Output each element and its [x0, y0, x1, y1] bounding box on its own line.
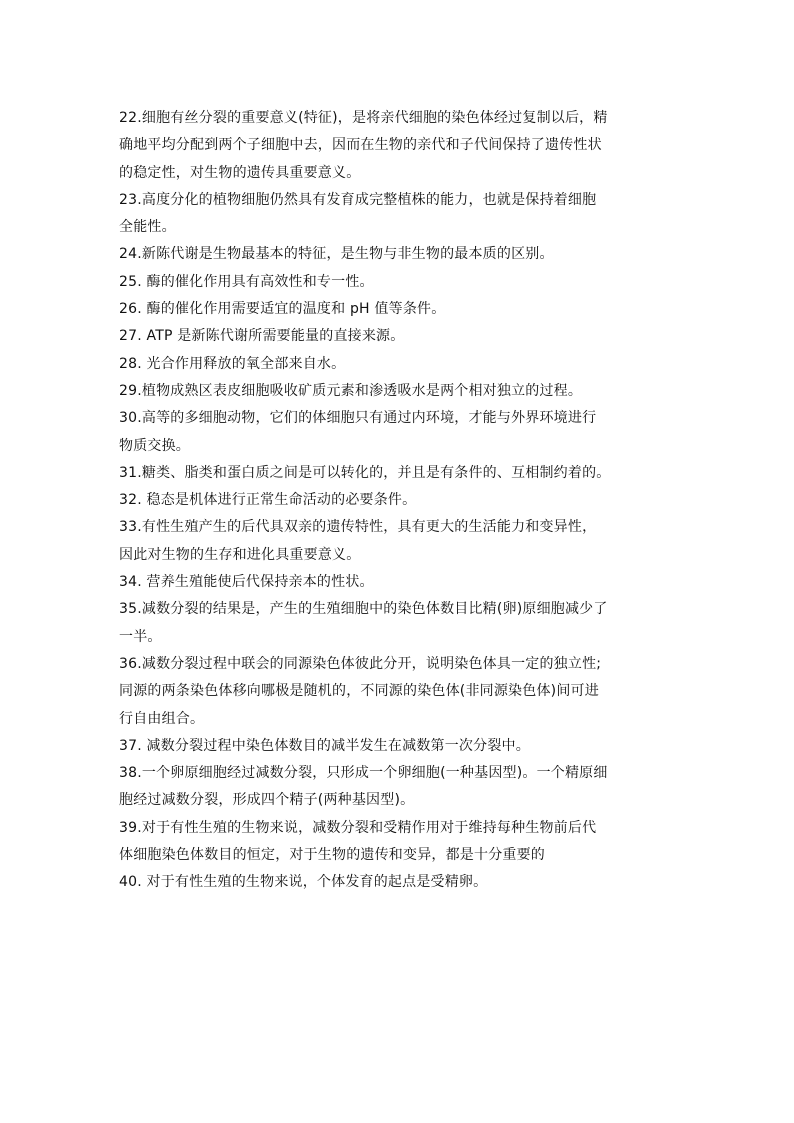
- text-line: 23.高度分化的植物细胞仍然具有发育成完整植株的能力，也就是保持着细胞: [119, 191, 597, 208]
- text-line: 24.新陈代谢是生物最基本的特征，是生物与非生物的最本质的区别。: [119, 246, 554, 263]
- text-line: 36.减数分裂过程中联会的同源染色体彼此分开，说明染色体具一定的独立性;: [119, 655, 602, 672]
- text-line: 35.减数分裂的结果是，产生的生殖细胞中的染色体数目比精(卵)原细胞减少了: [119, 601, 608, 618]
- text-line: 22.细胞有丝分裂的重要意义(特征)，是将亲代细胞的染色体经过复制以后，精: [119, 110, 608, 126]
- text-line: 因此对生物的生存和进化具重要意义。: [119, 546, 361, 563]
- text-line: 33.有性生殖产生的后代具双亲的遗传特性，具有更大的生活能力和变异性，: [119, 519, 597, 536]
- text-line: 一半。: [119, 628, 162, 645]
- text-line: 行自由组合。: [119, 710, 205, 727]
- text-line: 31.糖类、脂类和蛋白质之间是可以转化的，并且是有条件的、互相制约着的。: [119, 464, 611, 481]
- text-line: 27. ATP 是新陈代谢所需要能量的直接来源。: [119, 328, 405, 345]
- text-line: 的稳定性，对生物的遗传具重要意义。: [119, 164, 361, 181]
- text-line: 30.高等的多细胞动物，它们的体细胞只有通过内环境，才能与外界环境进行: [119, 410, 597, 427]
- text-line: 确地平均分配到两个子细胞中去，因而在生物的亲代和子代间保持了遗传性状: [119, 137, 602, 154]
- text-line: 25. 酶的催化作用具有高效性和专一性。: [119, 273, 374, 290]
- text-line: 物质交换。: [119, 437, 190, 454]
- text-line: 26. 酶的催化作用需要适宜的温度和 pH 值等条件。: [119, 301, 446, 318]
- text-line: 体细胞染色体数目的恒定，对于生物的遗传和变异，都是十分重要的: [119, 847, 545, 864]
- text-line: 28. 光合作用释放的氧全部来自水。: [119, 355, 346, 372]
- text-line: 同源的两条染色体移向哪极是随机的，不同源的染色体(非同源染色体)间可进: [119, 683, 599, 700]
- text-line: 37. 减数分裂过程中染色体数目的减半发生在减数第一次分裂中。: [119, 737, 530, 754]
- text-line: 全能性。: [119, 219, 176, 236]
- text-line: 40. 对于有性生殖的生物来说，个体发育的起点是受精卵。: [119, 874, 488, 891]
- text-line: 胞经过减数分裂，形成四个精子(两种基因型)。: [119, 792, 415, 809]
- text-line: 32. 稳态是机体进行正常生命活动的必要条件。: [119, 492, 417, 509]
- text-line: 34. 营养生殖能使后代保持亲本的性状。: [119, 574, 374, 591]
- text-line: 38.一个卵原细胞经过减数分裂，只形成一个卵细胞(一种基因型)。一个精原细: [119, 765, 608, 782]
- text-line: 39.对于有性生殖的生物来说，减数分裂和受精作用对于维持每种生物前后代: [119, 819, 597, 836]
- text-line: 29.植物成熟区表皮细胞吸收矿质元素和渗透吸水是两个相对独立的过程。: [119, 382, 583, 399]
- document-body: [119, 105, 684, 897]
